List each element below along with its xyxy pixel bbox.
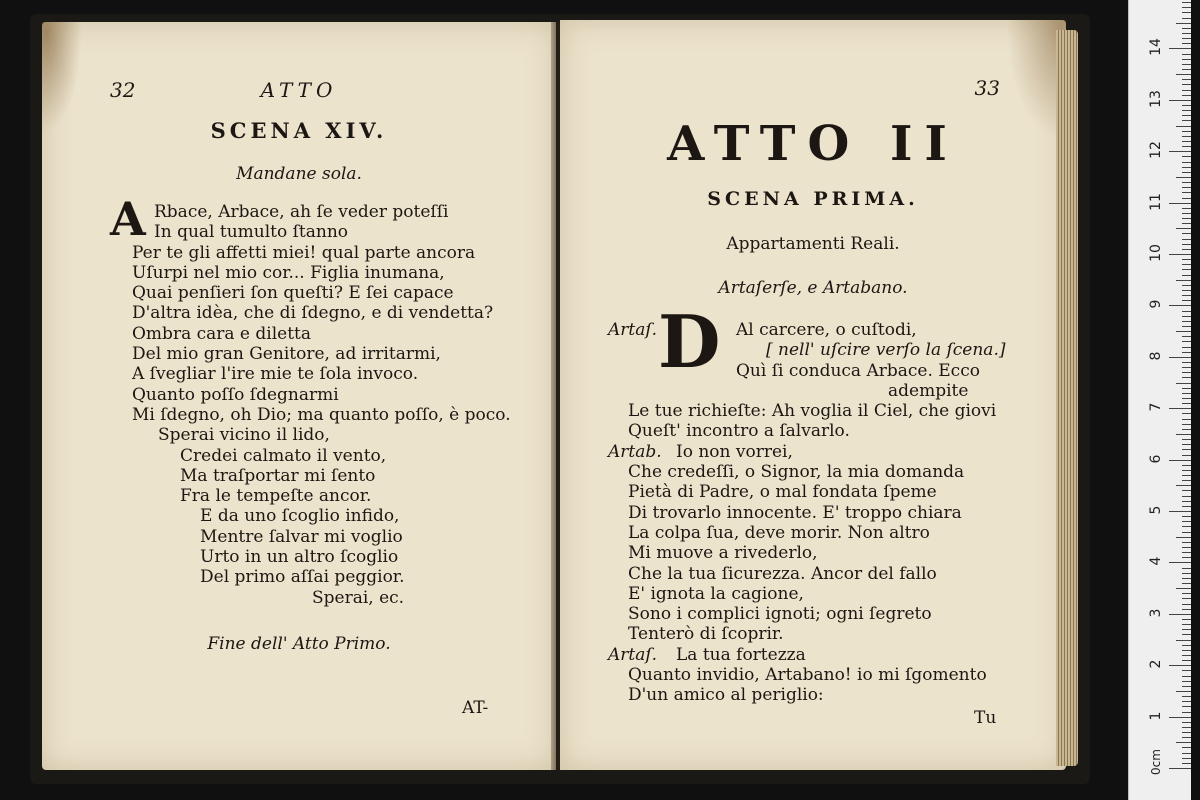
ruler-tick [1182,686,1191,687]
ruler-tick [1182,681,1191,682]
right-page-number: 33 [974,76,1000,100]
ruler-tick [1182,69,1191,70]
right-catchword: Tu [974,708,997,728]
ruler-tick [1182,208,1191,209]
ruler-tick [1182,300,1191,301]
right-scene-title: SCENA PRIMA. [707,188,919,210]
ruler-tick [1182,619,1191,620]
ruler-tick [1182,7,1191,8]
ruler-tick [1182,737,1191,738]
ruler-tick [1182,105,1191,106]
ruler-tick [1182,59,1191,60]
ruler-tick [1182,120,1191,121]
ruler-tick [1182,249,1191,250]
ruler-tick [1182,573,1191,574]
ruler-label: 14 [1148,38,1164,57]
ruler-tick [1182,413,1191,414]
ruler-tick [1182,90,1191,91]
ruler-tick [1182,465,1191,466]
measurement-ruler [1128,0,1191,800]
ruler-tick [1182,696,1191,697]
ruler-tick [1182,233,1191,234]
verse-line: Del mio gran Genitore, ad irritarmi, [132,344,441,365]
ruler-tick [1182,496,1191,497]
ruler-tick [1182,424,1191,425]
ruler-tick [1182,763,1191,764]
ruler-tick [1182,239,1191,240]
ruler-tick [1182,706,1191,707]
ruler-tick [1182,192,1191,193]
verse-line: Credei calmato il vento, [180,445,387,466]
ruler-tick [1182,609,1191,610]
left-verse-list [42,202,556,608]
ruler-tick [1182,377,1191,378]
ruler-tick [1176,691,1191,692]
left-page [42,22,556,770]
verse-line: Quanto poſſo ſdegnarmi [132,384,339,405]
ruler-tick [1169,203,1191,204]
ruler-tick [1182,732,1191,733]
verse-line: Ombra cara e diletta [132,323,312,344]
ruler-tick [1182,722,1191,723]
ruler-tick [1176,228,1191,229]
ruler-tick [1169,665,1191,666]
page-stain [42,22,82,132]
ruler-tick [1182,753,1191,754]
ruler-tick [1182,429,1191,430]
ruler-tick [1182,347,1191,348]
ruler-tick [1182,547,1191,548]
ruler-tick [1176,177,1191,178]
ruler-tick [1182,79,1191,80]
ruler-label: 6 [1148,454,1164,464]
dialogue-line: D'un amico al periglio: [628,685,824,706]
ruler-tick [1182,490,1191,491]
ruler-tick [1182,213,1191,214]
ruler-tick [1182,285,1191,286]
ruler-tick [1182,393,1191,394]
ruler-tick [1182,604,1191,605]
ruler-tick [1176,126,1191,127]
ruler-tick [1182,275,1191,276]
ruler-tick [1182,439,1191,440]
ruler-tick [1182,670,1191,671]
right-page [560,20,1066,770]
ruler-tick [1182,64,1191,65]
left-page-number: 32 [110,78,136,102]
ruler-tick [1182,146,1191,147]
ruler-tick [1182,747,1191,748]
dialogue-line: Che credeſſi, o Signor, la mia domanda [628,462,965,483]
ruler-tick [1182,712,1191,713]
ruler-tick [1182,516,1191,517]
ruler-tick [1182,182,1191,183]
verse-line: Fra le tempeſte ancor. [180,486,372,507]
scene-characters: Artaſerſe, e Artabano. [718,278,908,298]
ruler-tick [1182,542,1191,543]
ruler-tick [1182,593,1191,594]
stage-direction: [ nell' uſcire verſo la ſcena.] [766,340,1006,361]
ruler-tick [1169,511,1191,512]
ruler-tick [1182,398,1191,399]
right-drop-cap: D [658,299,721,384]
ruler-tick [1182,259,1191,260]
act-title: ATTO II [667,116,959,172]
ruler-tick [1169,254,1191,255]
ruler-tick [1182,727,1191,728]
ruler-tick [1182,269,1191,270]
verse-line: Sperai, ec. [312,587,405,608]
left-end-note: Fine dell' Atto Primo. [207,634,391,654]
left-scene-title: SCENA XIV. [210,118,388,143]
ruler-tick [1182,419,1191,420]
dialogue-line: La colpa ſua, deve morir. Non altro [628,522,930,543]
ruler-tick [1182,54,1191,55]
ruler-tick [1169,100,1191,101]
ruler-tick [1182,676,1191,677]
ruler-tick [1182,624,1191,625]
ruler-tick [1169,562,1191,563]
ruler-label: 13 [1148,89,1164,108]
verse-line: Quai penſieri ſon queſti? E ſei capace [132,283,454,304]
ruler-tick [1182,455,1191,456]
ruler-tick [1182,290,1191,291]
ruler-tick [1182,84,1191,85]
dialogue-line: E' ignota la cagione, [628,583,804,604]
ruler-tick [1182,316,1191,317]
ruler-tick [1182,598,1191,599]
dialogue-line: Di trovarlo innocente. E' troppo chiara [628,502,962,523]
ruler-tick [1182,655,1191,656]
ruler-tick [1182,367,1191,368]
verse-line: Uſurpi nel mio cor... Figlia inumana, [132,262,445,283]
ruler-tick [1169,151,1191,152]
ruler-tick [1169,717,1191,718]
ruler-label: 10 [1148,244,1164,262]
ruler-tick [1182,470,1191,471]
ruler-tick [1182,43,1191,44]
ruler-tick [1182,583,1191,584]
ruler-tick [1182,388,1191,389]
ruler-tick [1169,357,1191,358]
verse-line: In qual tumulto ſtanno [154,222,349,243]
verse-line: A ſvegliar l'ire mie te ſola invoco. [132,364,419,385]
ruler-tick [1182,506,1191,507]
ruler-tick [1182,578,1191,579]
ruler-tick [1176,485,1191,486]
ruler-label: 9 [1148,299,1164,309]
verse-line: Sperai vicino il lido, [158,425,330,446]
verse-line: Per te gli affetti miei! qual parte ancora [132,242,476,263]
ruler-tick [1182,33,1191,34]
ruler-tick [1176,537,1191,538]
dialogue-line: Pietà di Padre, o mal fondata ſpeme [628,482,937,503]
verse-line: Mentre ſalvar mi voglio [200,526,403,547]
ruler-tick [1182,218,1191,219]
ruler-tick [1182,115,1191,116]
ruler-tick [1182,634,1191,635]
ruler-tick [1182,701,1191,702]
dialogue-line: Le tue richieſte: Ah voglia il Ciel, che giovi [628,401,997,422]
ruler-tick [1182,136,1191,137]
verse-line: Rbace, Arbace, ah ſe veder poteſſi [154,202,449,222]
ruler-tick [1182,172,1191,173]
ruler-tick [1182,131,1191,132]
ruler-tick [1182,758,1191,759]
ruler-tick [1182,110,1191,111]
dialogue-line: Quì ſi conduca Arbace. Ecco [736,360,980,381]
ruler-tick [1182,650,1191,651]
dialogue-line: Queſt' incontro a ſalvarlo. [628,421,850,442]
ruler-label: 11 [1148,192,1164,211]
ruler-tick [1182,362,1191,363]
verse-line: Mi ſdegno, oh Dio; ma quanto poſſo, è poco. [132,404,511,425]
ruler-tick [1182,352,1191,353]
scene-setting: Appartamenti Reali. [726,234,900,254]
ruler-tick [1182,141,1191,142]
ruler-tick [1176,23,1191,24]
ruler-label: 7 [1148,402,1164,412]
dialogue-line: Io non vorrei, [676,441,793,462]
ruler-tick [1182,38,1191,39]
ruler-tick [1169,460,1191,461]
ruler-tick [1182,645,1191,646]
ruler-tick [1182,532,1191,533]
ruler-tick [1182,403,1191,404]
ruler-tick [1182,156,1191,157]
ruler-tick [1176,640,1191,641]
ruler-label: 2 [1148,659,1164,669]
ruler-tick [1169,305,1191,306]
ruler-tick [1182,311,1191,312]
dialogue-line: adempite [888,380,969,401]
ruler-label: 1 [1148,711,1164,721]
ruler-tick [1169,768,1191,769]
page-edges [1056,30,1078,766]
ruler-tick [1182,264,1191,265]
ruler-tick [1176,588,1191,589]
ruler-tick [1182,223,1191,224]
ruler-label: 8 [1148,351,1164,361]
ruler-tick [1182,12,1191,13]
ruler-tick [1176,383,1191,384]
ruler-tick [1182,501,1191,502]
ruler-tick [1182,336,1191,337]
left-catchword: AT- [462,698,489,718]
verse-line: Del primo aſſai peggior. [200,567,405,588]
verse-line: E da uno ſcoglio infido, [200,506,400,527]
left-running-head: ATTO [260,78,338,102]
left-scene-subtitle: Mandane sola. [236,164,362,184]
ruler-tick [1182,449,1191,450]
ruler-tick [1182,372,1191,373]
ruler-tick [1176,331,1191,332]
dialogue-line: Sono i complici ignoti; ogni ſegreto [628,604,932,625]
dialogue-line: Al carcere, o cuſtodi, [736,320,917,340]
ruler-tick [1182,95,1191,96]
ruler-tick [1182,526,1191,527]
ruler-tick [1182,18,1191,19]
ruler-tick [1182,475,1191,476]
ruler-tick [1176,280,1191,281]
speaker-label: Artaſ. [608,645,658,665]
ruler-tick [1169,48,1191,49]
ruler-tick [1182,295,1191,296]
ruler-tick [1182,568,1191,569]
ruler-label: 4 [1148,556,1164,566]
ruler-tick [1182,444,1191,445]
ruler-tick [1182,187,1191,188]
ruler-unit-label: 0cm [1149,749,1163,775]
verse-line: Urto in un altro ſcoglio [200,547,399,568]
ruler-tick [1182,480,1191,481]
speaker-label: Artaſ. [608,320,658,340]
ruler-tick [1182,629,1191,630]
left-drop-cap: A [110,192,146,246]
ruler-tick [1182,326,1191,327]
ruler-label: 12 [1148,141,1164,160]
dialogue-line: Che la tua ſicurezza. Ancor del fallo [628,563,937,584]
ruler-tick [1182,162,1191,163]
ruler-label: 3 [1148,608,1164,618]
dialogue-line: La tua fortezza [676,644,806,665]
ruler-tick [1182,198,1191,199]
dialogue-line: Quanto invidio, Artabano! io mi ſgomento [628,665,987,686]
ruler-tick [1182,321,1191,322]
ruler-tick [1182,28,1191,29]
ruler-tick [1182,660,1191,661]
ruler-tick [1182,167,1191,168]
verse-line: D'altra idèa, che di ſdegno, e di vendetta? [132,303,494,324]
ruler-tick [1176,742,1191,743]
ruler-tick [1182,521,1191,522]
ruler-tick [1182,244,1191,245]
ruler-tick [1182,2,1191,3]
ruler-tick [1169,408,1191,409]
ruler-tick [1182,341,1191,342]
ruler-tick [1169,614,1191,615]
verse-line: Ma traſportar mi ſento [180,465,376,486]
ruler-tick [1176,74,1191,75]
speaker-label: Artab. [608,442,662,462]
dialogue-line: Tenterò di ſcoprir. [628,624,784,645]
ruler-label: 5 [1148,505,1164,515]
ruler-tick [1182,552,1191,553]
ruler-tick [1176,434,1191,435]
ruler-tick [1182,557,1191,558]
dialogue-line: Mi muove a rivederlo, [628,543,818,564]
